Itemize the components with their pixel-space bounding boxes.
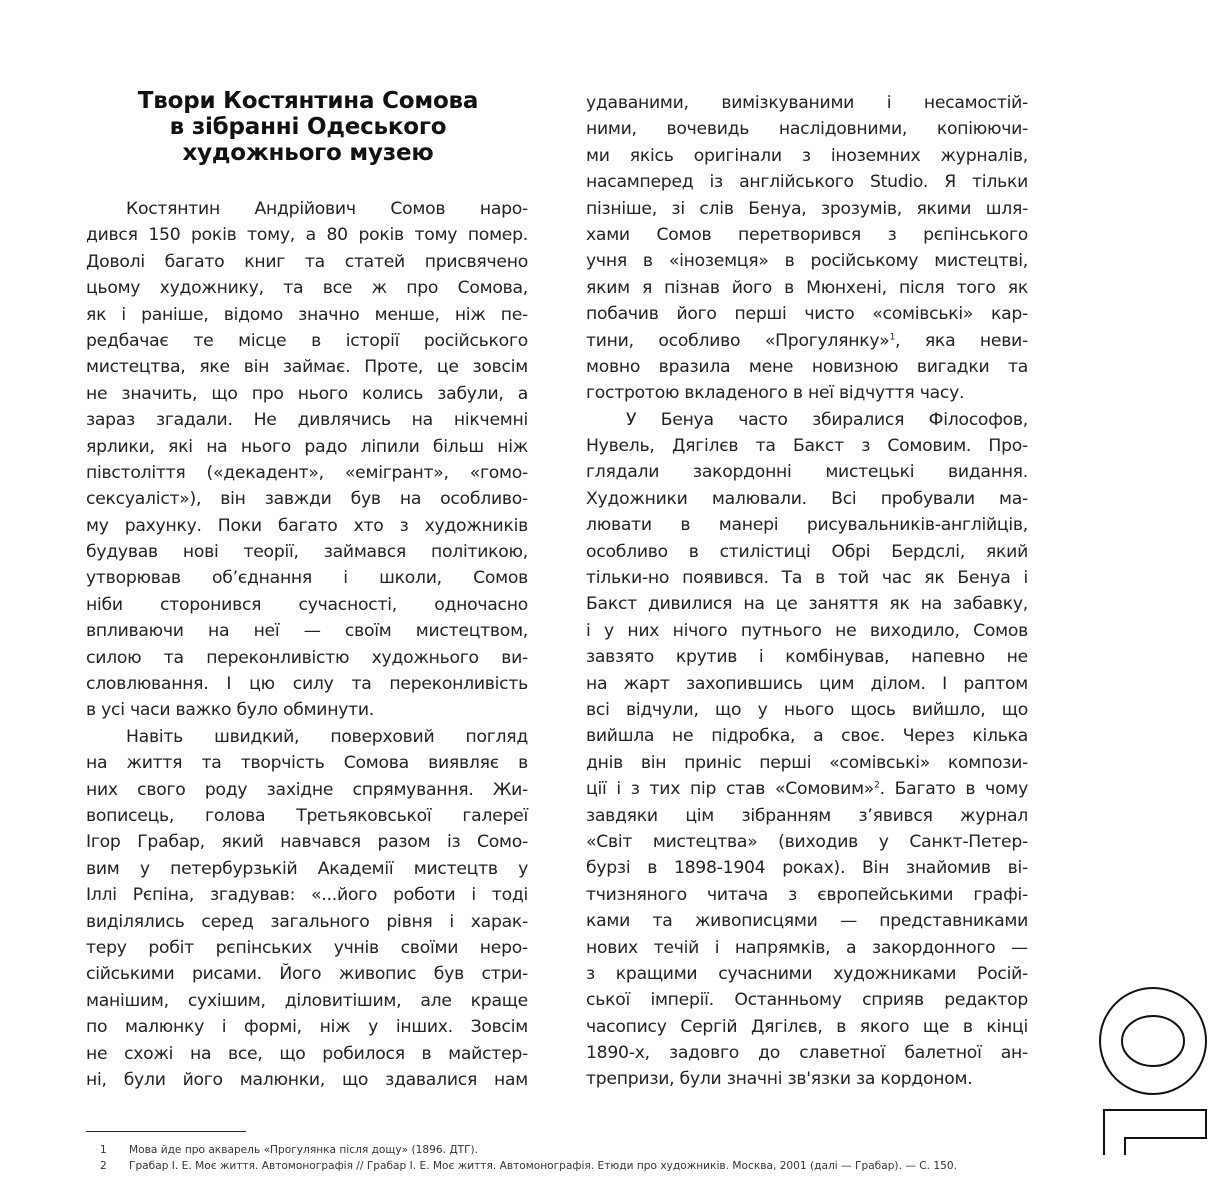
text-line: ками та живописцями — представниками bbox=[586, 911, 1028, 932]
text-line: на жарт захопившись цим ділом. І раптом bbox=[586, 673, 1028, 694]
text-line: глядали закордонні мистецькі видання. bbox=[586, 462, 1028, 483]
text-line: «Світ мистецтва» (виходив у Санкт-Петер- bbox=[586, 831, 1028, 852]
text-line: сійськими рисами. Його живопис був стри- bbox=[86, 964, 528, 985]
title-line: в зібранні Одеського bbox=[169, 114, 447, 140]
text-line: будував нові теорії, займався політикою, bbox=[86, 542, 528, 563]
text-line: завдяки цім зібранням з’явився журнал bbox=[586, 805, 1028, 826]
text-line: ніби сторонився сучасності, одночасно bbox=[86, 594, 528, 615]
digit-zero-outer bbox=[1100, 988, 1206, 1094]
article-title bbox=[88, 88, 528, 166]
text-line: тчизняного читача з європейськими графі- bbox=[586, 884, 1028, 905]
text-line: У Бенуа часто збиралися Філософов, bbox=[626, 409, 1028, 430]
text-line: завзято крутив і комбінував, напевно не bbox=[586, 647, 1028, 668]
text-line: цьому художнику, та все ж про Сомова, bbox=[86, 278, 528, 299]
text-line: Костянтин Андрійович Сомов наро- bbox=[126, 199, 528, 219]
footnote-text: Мова йде про акварель «Прогулянка після дощу» (1896. ДТГ). bbox=[129, 1144, 479, 1156]
text-line: і у них нічого путнього не виходило, Сомов bbox=[586, 620, 1028, 641]
text-line: ними, вочевидь наслідовними, копіюючи- bbox=[586, 119, 1028, 140]
text-line: ярлики, які на нього радо ліпили більш ніж bbox=[86, 436, 528, 457]
right-column-text bbox=[586, 90, 1028, 1093]
text-line: теру робіт рєпінських учнів своїми неро- bbox=[86, 937, 528, 958]
text-line: нових течій і напрямків, а закордонного — bbox=[586, 937, 1028, 958]
text-line: тини, особливо «Прогулянку»$^1$, яка неви- bbox=[586, 330, 1028, 351]
text-line: як і раніше, відомо значно менше, ніж пе- bbox=[86, 304, 528, 325]
title-line: Твори Костянтина Сомова bbox=[137, 88, 479, 114]
text-line: впливаючи на неї — своїм мистецтвом, bbox=[86, 621, 528, 642]
text-line: по малюнку і формі, ніж у інших. Зовсім bbox=[86, 1017, 528, 1038]
text-line: Доволі багато книг та статей присвячено bbox=[86, 251, 528, 272]
footnotes bbox=[100, 1142, 957, 1174]
text-line: 1890-х, задовго до славетної балетної ан- bbox=[586, 1043, 1028, 1064]
text-line: особливо в стилістиці Обрі Бердслі, який bbox=[586, 541, 1028, 562]
text-line: силою та переконливістю художнього ви- bbox=[86, 647, 528, 668]
text-line: часопису Сергій Дягілєв, в якого ще в кінці bbox=[586, 1016, 1028, 1037]
text-line: словлювання. І цю силу та переконливість bbox=[86, 674, 528, 695]
text-line: всі відчули, що у нього щось вийшло, що bbox=[586, 699, 1028, 720]
text-line: днів він приніс перші «сомівські» компози- bbox=[586, 752, 1028, 773]
text-line: мовно вразила мене новизною вигадки та bbox=[586, 356, 1028, 377]
text-line: побачив його перші чисто «сомівські» кар- bbox=[586, 304, 1028, 325]
text-line: ми якісь оригінали з іноземних журналів, bbox=[586, 145, 1028, 166]
footnote-item bbox=[100, 1158, 957, 1174]
text-line: му рахунку. Поки багато хто з художників bbox=[86, 515, 528, 536]
text-line: не схожі на все, що робилося в майстер- bbox=[86, 1043, 528, 1064]
text-line: Навіть швидкий, поверховий погляд bbox=[126, 726, 528, 747]
title-line: художнього музею bbox=[182, 140, 434, 166]
text-line: редбачає те місце в історії російського bbox=[86, 330, 528, 351]
text-line: виділялись серед загального рівня і харак- bbox=[86, 911, 528, 932]
text-line: з кращими сучасними художниками Росій- bbox=[586, 963, 1028, 984]
text-line: учня в «іноземця» в російському мистецтві, bbox=[586, 251, 1028, 272]
left-column-text bbox=[86, 196, 528, 1093]
footnote-reference[interactable]: 1 bbox=[889, 331, 896, 342]
text-line: сексуаліст»), він завжди був на особливо- bbox=[86, 489, 528, 510]
text-line: вим у петербурзькій Академії мистецтв у bbox=[86, 858, 528, 879]
text-line: трепризи, були значні зв'язки за кордоном. bbox=[586, 1069, 973, 1090]
footnote-reference[interactable]: 2 bbox=[874, 780, 880, 791]
text-line: зараз згадали. Не дивлячись на нікчемні bbox=[86, 410, 528, 431]
page-number bbox=[1090, 975, 1208, 1155]
text-line: на життя та творчість Сомова виявляє в bbox=[86, 753, 528, 774]
text-line: тільки-но появився. Та в той час як Бенуа і bbox=[586, 568, 1028, 589]
text-line: удаваними, вимізкуваними і несамостій- bbox=[586, 93, 1028, 113]
footnote-text: Грабар І. Е. Моє життя. Автомонографія // Грабар І. Е. Моє життя. Автомонографія. Етюди про художників. Москва, 2001 (далі — Грабар). — С. 150. bbox=[129, 1160, 957, 1172]
text-line: півстоліття («декадент», «емігрант», «гомо- bbox=[86, 462, 528, 483]
text-line: Художники малювали. Всі пробували ма- bbox=[586, 488, 1028, 509]
text-line: них свого роду західне спрямування. Жи- bbox=[86, 779, 528, 800]
footnote-item bbox=[100, 1142, 957, 1158]
text-line: не значить, що про нього колись забули, а bbox=[86, 383, 528, 404]
page-number-graphic bbox=[1090, 975, 1208, 1155]
text-line: ської імперії. Останньому сприяв редактор bbox=[586, 990, 1028, 1011]
text-line: Ігор Грабар, який навчався разом із Сомо- bbox=[86, 832, 528, 853]
text-line: вописець, голова Третьяковської галереї bbox=[86, 805, 528, 826]
text-line: ції і з тих пір став «Сомовим»$^2$. Багато в чому bbox=[586, 779, 1028, 800]
text-line: бурзі в 1898-1904 роках). Він знайомив ві- bbox=[586, 858, 1028, 879]
text-line: лювати в манері рисувальників-англійців, bbox=[586, 515, 1028, 536]
text-line: Нувель, Дягілєв та Бакст з Сомовим. Про- bbox=[586, 436, 1028, 457]
footnote-divider bbox=[86, 1131, 246, 1132]
text-line: в усі часи важко було обминути. bbox=[86, 700, 375, 721]
text-line: мистецтва, яке він займає. Проте, це зовсім bbox=[86, 357, 528, 378]
text-line: вийшла не підробка, а своє. Через кілька bbox=[586, 726, 1028, 747]
text-line: гостротою вкладеного в неї відчуття часу. bbox=[586, 383, 965, 404]
text-line: Бакст дивилися на це заняття як на забавку, bbox=[586, 594, 1028, 615]
text-line: ні, були його малюнки, що здавалися нам bbox=[86, 1069, 528, 1090]
text-line: манішим, сухішим, діловитішим, але краще bbox=[86, 990, 528, 1011]
text-line: насамперед із англійського Studio. Я тільки bbox=[586, 172, 1028, 193]
text-line: пізніше, зі слів Бенуа, зрозумів, якими шля- bbox=[586, 198, 1028, 219]
digit-zero-inner bbox=[1122, 1016, 1184, 1066]
footnote-number: 2 bbox=[100, 1160, 107, 1172]
text-line: Іллі Рєпіна, згадував: «...його роботи і тоді bbox=[86, 885, 528, 906]
footnote-number: 1 bbox=[100, 1144, 107, 1156]
text-line: утворював об’єднання і школи, Сомов bbox=[86, 568, 528, 589]
digit-one-outline bbox=[1104, 1110, 1206, 1155]
text-line: хами Сомов перетворився з рєпінського bbox=[586, 224, 1028, 245]
text-line: яким я пізнав його в Мюнхені, після того як bbox=[586, 277, 1028, 298]
text-line: дився 150 років тому, а 80 років тому помер. bbox=[86, 225, 528, 246]
